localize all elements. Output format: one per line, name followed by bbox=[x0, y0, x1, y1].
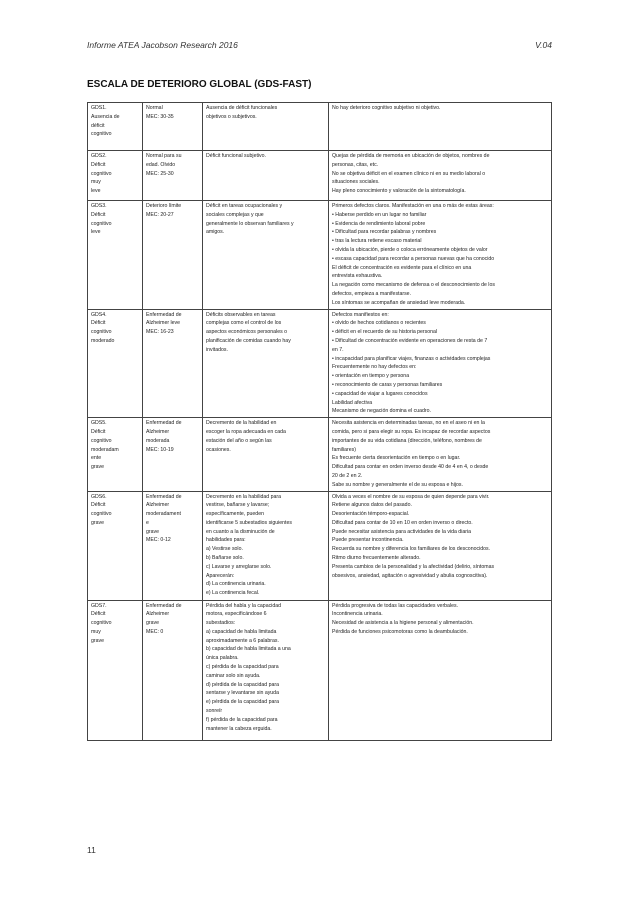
label-text-line: Alzheimer bbox=[146, 502, 170, 509]
features-text-line: a) capacidad de habla limitada bbox=[206, 628, 277, 635]
features-text-line: amigos. bbox=[206, 229, 225, 236]
features-text-line: habilidades para: bbox=[206, 537, 246, 544]
label-text-line: moderada bbox=[146, 437, 170, 444]
symptoms-text-line: Dificultad para contar en orden inverso desde 40 de 4 en 4, o desde bbox=[332, 464, 489, 471]
cell-symptoms bbox=[329, 103, 552, 151]
features-text-line: sentarse y levantarse sin ayuda bbox=[206, 690, 279, 697]
cell-stage bbox=[88, 103, 143, 151]
symptoms-text-line: Defectos manifiestos en: bbox=[332, 311, 389, 318]
features-text-line: mantener la cabeza erguida. bbox=[206, 725, 272, 732]
cell-label bbox=[143, 201, 203, 310]
symptoms-text-line: Pérdida de funciones psicomotoras como la deambulación. bbox=[332, 628, 468, 635]
symptoms-text-line: Frecuentemente no hay defectos en: bbox=[332, 364, 417, 371]
cell-label bbox=[143, 600, 203, 740]
symptoms-text-line: comida, pero si para elegir su ropa. Es incapaz de recordar aspectos bbox=[332, 428, 491, 435]
symptoms-text-line: Mecanismo de negación domina el cuadro. bbox=[332, 408, 431, 415]
stage-text-line: cognitivo bbox=[91, 437, 112, 444]
features-text-line: complejas como el control de los bbox=[206, 320, 282, 327]
stage-text-line: GDS5. bbox=[91, 420, 107, 427]
stage-text-line: ente bbox=[91, 455, 102, 462]
symptoms-text-line: No se objetiva déficit en el examen clínico ni en su medio laboral o bbox=[332, 170, 486, 177]
features-text-line: d) pérdida de la capacidad para bbox=[206, 681, 279, 688]
label-text-line: MEC: 0-12 bbox=[146, 537, 171, 544]
stage-text-line: déficit bbox=[91, 122, 105, 129]
features-text-line: motora, especificándose 6 bbox=[206, 611, 267, 618]
stage-text-line: leve bbox=[91, 188, 101, 195]
symptoms-text-line: Presenta cambios de la personalidad y la afectividad (delirio, síntomas bbox=[332, 563, 495, 570]
features-text-line: b) capacidad de habla limitada a una bbox=[206, 646, 291, 653]
features-text-line: aproximadamente a 6 palabras. bbox=[206, 637, 279, 644]
cell-stage bbox=[88, 600, 143, 740]
symptoms-text-line: Quejas de pérdida de memoria en ubicación de objetos, nombres de bbox=[332, 153, 490, 159]
table-row bbox=[88, 309, 552, 418]
label-text-line: MEC: 16-23 bbox=[146, 329, 174, 336]
table-row bbox=[88, 491, 552, 600]
symptoms-text-line: Necesidad de asistencia a la higiene personal y alimentación. bbox=[332, 620, 474, 627]
features-text-line: f) pérdida de la capacidad para bbox=[206, 716, 278, 723]
stage-text-line: cognitivo bbox=[91, 170, 112, 177]
label-text-line: Alzheimer bbox=[146, 611, 170, 618]
stage-text-line: leve bbox=[91, 229, 101, 236]
symptoms-text-line: Primeros defectos claros. Manifestación en una o más de estas áreas: bbox=[332, 203, 494, 209]
cell-symptoms bbox=[329, 201, 552, 310]
label-text-line: Enfermedad de bbox=[146, 311, 182, 318]
symptoms-text-line: • Haberse perdido en un lugar no familiar bbox=[332, 211, 427, 218]
symptoms-text-line: Puede presentar incontinencia. bbox=[332, 537, 404, 544]
features-text-line: c) Lavarse y arreglarse solo. bbox=[206, 563, 272, 570]
table-row bbox=[88, 151, 552, 201]
features-text-line: Pérdida del habla y la capacidad bbox=[206, 602, 281, 609]
table-row bbox=[88, 600, 552, 740]
label-text-line: edad. Olvido bbox=[146, 161, 176, 168]
stage-text-line: cognitivo bbox=[91, 620, 112, 627]
symptoms-text-line: La negación como mecanismo de defensa o el desconocimiento de los bbox=[332, 282, 495, 289]
features-text-line: e) La continencia fecal. bbox=[206, 590, 260, 597]
features-text-line: caminar solo sin ayuda. bbox=[206, 672, 261, 679]
features-text-line: sonreír bbox=[206, 708, 223, 715]
stage-text-line: Déficit bbox=[91, 428, 106, 435]
stage-text-line: GDS4. bbox=[91, 311, 107, 318]
features-text-line: e) pérdida de la capacidad para bbox=[206, 699, 279, 706]
symptoms-text-line: • olvido de hechos cotidianos o recientes bbox=[332, 320, 426, 327]
label-text-line: Enfermedad de bbox=[146, 420, 182, 427]
stage-text-line: grave bbox=[91, 464, 104, 471]
cell-features bbox=[203, 151, 329, 201]
symptoms-text-line: personas, citas, etc. bbox=[332, 161, 379, 168]
stage-text-line: GDS2. bbox=[91, 153, 107, 159]
features-text-line: estación del año o según las bbox=[206, 437, 272, 444]
stage-text-line: Ausencia de bbox=[91, 113, 120, 120]
cell-label bbox=[143, 309, 203, 418]
cell-stage bbox=[88, 201, 143, 310]
features-text-line: aspectos económicos personales o bbox=[206, 329, 288, 336]
symptoms-text-line: Pérdida progresiva de todas las capacidades verbales. bbox=[332, 602, 459, 609]
features-text-line: vestirse, bañarse y lavarse; bbox=[206, 502, 270, 509]
label-text-line: grave bbox=[146, 528, 159, 535]
symptoms-text-line: • tras la lectura retiene escaso material bbox=[332, 238, 422, 245]
symptoms-text-line: Puede necesitar asistencia para actividades de la vida diaria bbox=[332, 528, 471, 535]
features-text-line: d) La continencia urinaria. bbox=[206, 581, 266, 588]
stage-text-line: Déficit bbox=[91, 502, 106, 509]
label-text-line: MEC: 25-30 bbox=[146, 170, 174, 177]
features-text-line: generalmente lo observan familiares y bbox=[206, 220, 294, 227]
cell-symptoms bbox=[329, 600, 552, 740]
features-text-line: identificarse 5 subestadios siguientes bbox=[206, 519, 292, 526]
cell-stage bbox=[88, 491, 143, 600]
symptoms-text-line: 20 de 2 en 2. bbox=[332, 472, 363, 479]
stage-text-line: Déficit bbox=[91, 611, 106, 618]
features-text-line: Aparecerán: bbox=[206, 572, 235, 579]
stage-text-line: cognitivo bbox=[91, 220, 112, 227]
features-text-line: Déficit funcional subjetivo. bbox=[206, 153, 266, 159]
features-text-line: c) pérdida de la capacidad para bbox=[206, 664, 279, 671]
features-text-line: sociales complejas y que bbox=[206, 211, 264, 218]
label-text-line: MEC: 30-35 bbox=[146, 113, 174, 120]
cell-symptoms bbox=[329, 151, 552, 201]
symptoms-text-line: Los síntomas se acompañan de ansiedad leve moderada. bbox=[332, 299, 466, 306]
stage-text-line: Déficit bbox=[91, 211, 106, 218]
cell-label bbox=[143, 418, 203, 491]
document-title: ESCALA DE DETERIORO GLOBAL (GDS-FAST) bbox=[87, 79, 312, 90]
cell-features bbox=[203, 309, 329, 418]
cell-features bbox=[203, 201, 329, 310]
features-text-line: específicamente, pueden bbox=[206, 511, 264, 518]
cell-features bbox=[203, 600, 329, 740]
label-text-line: moderadament bbox=[146, 511, 181, 518]
features-text-line: subestadios: bbox=[206, 620, 236, 627]
label-text-line: Deterioro límite bbox=[146, 203, 182, 209]
cell-stage bbox=[88, 151, 143, 201]
cell-symptoms bbox=[329, 309, 552, 418]
label-text-line: Normal para su bbox=[146, 153, 182, 159]
symptoms-text-line: entrevista exhaustiva. bbox=[332, 273, 383, 280]
symptoms-text-line: Necesita asistencia en determinadas tareas, no en el aseo ni en la bbox=[332, 420, 485, 427]
cell-label bbox=[143, 103, 203, 151]
label-text-line: e bbox=[146, 519, 149, 526]
features-text-line: ocasiones. bbox=[206, 446, 231, 453]
label-text-line: grave bbox=[146, 620, 159, 627]
stage-text-line: muy bbox=[91, 179, 101, 186]
table-row bbox=[88, 103, 552, 151]
cell-features bbox=[203, 491, 329, 600]
features-text-line: Déficit en tareas ocupacionales y bbox=[206, 203, 283, 209]
stage-text-line: moderado bbox=[91, 337, 115, 344]
table-row bbox=[88, 201, 552, 310]
symptoms-text-line: • orientación en tiempo y persona bbox=[332, 373, 410, 380]
symptoms-text-line: • Dificultad de concentración evidente en operaciones de resta de 7 bbox=[332, 337, 488, 344]
symptoms-text-line: obsesivos, ansiedad, agitación o agresividad y abulia cognoscitiva). bbox=[332, 572, 488, 579]
features-text-line: invitados. bbox=[206, 346, 228, 353]
cell-stage bbox=[88, 418, 143, 491]
symptoms-text-line: Dificultad para contar de 10 en 10 en orden inverso o directo. bbox=[332, 519, 473, 526]
symptoms-text-line: Labilidad afectiva bbox=[332, 399, 373, 406]
symptoms-text-line: • Dificultad para recordar palabras y nombres bbox=[332, 229, 437, 236]
stage-text-line: cognitivo bbox=[91, 511, 112, 518]
stage-text-line: muy bbox=[91, 628, 101, 635]
symptoms-text-line: Retiene algunos datos del pasado. bbox=[332, 502, 412, 509]
symptoms-text-line: • escasa capacidad para recordar a personas nuevas que ha conocido bbox=[332, 255, 495, 262]
features-text-line: en cuanto a la disminución de bbox=[206, 528, 275, 535]
label-text-line: Alzheimer bbox=[146, 428, 170, 435]
cell-label bbox=[143, 151, 203, 201]
symptoms-text-line: • reconocimiento de caras y personas familiares bbox=[332, 381, 443, 388]
gds-fast-table bbox=[87, 102, 552, 741]
stage-text-line: GDS7. bbox=[91, 602, 107, 609]
symptoms-text-line: familiares) bbox=[332, 446, 356, 453]
symptoms-text-line: importantes de su vida cotidiana (dirección, teléfono, nombres de bbox=[332, 437, 482, 444]
symptoms-text-line: El déficit de concentración es evidente para el clínico en una bbox=[332, 264, 472, 271]
label-text-line: MEC: 20-27 bbox=[146, 211, 174, 218]
features-text-line: escoger la ropa adecuada en cada bbox=[206, 428, 286, 435]
symptoms-text-line: Desorientación témporo-espacial. bbox=[332, 511, 410, 518]
label-text-line: Enfermedad de bbox=[146, 493, 182, 500]
features-text-line: planificación de comidas cuando hay bbox=[206, 337, 291, 344]
stage-text-line: Déficit bbox=[91, 320, 106, 327]
label-text-line: Alzheimer leve bbox=[146, 320, 181, 327]
symptoms-text-line: • olvida la ubicación, pierde o coloca erróneamente objetos de valor bbox=[332, 246, 488, 253]
symptoms-text-line: situaciones sociales. bbox=[332, 179, 380, 186]
label-text-line: Enfermedad de bbox=[146, 602, 182, 609]
table-row bbox=[88, 418, 552, 491]
cell-features bbox=[203, 103, 329, 151]
features-text-line: Ausencia de déficit funcionales bbox=[206, 105, 278, 111]
features-text-line: Decremento de la habilidad en bbox=[206, 420, 277, 427]
symptoms-text-line: Hay pleno conocimiento y valoración de la sintomatología. bbox=[332, 188, 466, 195]
features-text-line: objetivos o subjetivos. bbox=[206, 113, 257, 120]
symptoms-text-line: • incapacidad para planificar viajes, finanzas o actividades complejas bbox=[332, 355, 491, 362]
symptoms-text-line: No hay deterioro cognitivo subjetivo ni objetivo. bbox=[332, 105, 441, 111]
symptoms-text-line: • déficit en el recuerdo de su historia personal bbox=[332, 329, 438, 336]
stage-text-line: GDS6. bbox=[91, 493, 107, 500]
features-text-line: Déficits observables en tareas bbox=[206, 311, 276, 318]
header-title: Informe ATEA Jacobson Research 2016 bbox=[87, 40, 238, 50]
stage-text-line: Déficit bbox=[91, 161, 106, 168]
cell-label bbox=[143, 491, 203, 600]
cell-symptoms bbox=[329, 418, 552, 491]
features-text-line: a) Vestirse solo. bbox=[206, 546, 243, 553]
symptoms-text-line: Olvida a veces el nombre de su esposa de quien depende para vivir. bbox=[332, 493, 490, 500]
stage-text-line: cognitivo bbox=[91, 131, 112, 138]
label-text-line: Normal bbox=[146, 105, 163, 111]
stage-text-line: GDS1. bbox=[91, 105, 107, 111]
symptoms-text-line: Sabe su nombre y generalmente el de su esposa e hijos. bbox=[332, 481, 463, 488]
symptoms-text-line: Recuerda su nombre y diferencia los familiares de los desconocidos. bbox=[332, 546, 491, 553]
page-number: 11 bbox=[87, 845, 96, 855]
label-text-line: MEC: 0 bbox=[146, 628, 164, 635]
stage-text-line: GDS3. bbox=[91, 203, 107, 209]
cell-symptoms bbox=[329, 491, 552, 600]
symptoms-text-line: en 7. bbox=[332, 346, 344, 353]
cell-features bbox=[203, 418, 329, 491]
label-text-line: MEC: 10-19 bbox=[146, 446, 174, 453]
features-text-line: Decremento en la habilidad para bbox=[206, 493, 281, 500]
stage-text-line: cognitivo bbox=[91, 329, 112, 336]
symptoms-text-line: Es frecuente cierta desorientación en tiempo o en lugar. bbox=[332, 455, 461, 462]
stage-text-line: grave bbox=[91, 519, 104, 526]
features-text-line: b) Bañarse solo. bbox=[206, 555, 244, 562]
symptoms-text-line: Incontinencia urinaria. bbox=[332, 611, 383, 618]
symptoms-text-line: • capacidad de viajar a lugares conocidos bbox=[332, 390, 428, 397]
symptoms-text-line: Ritmo diurno frecuentemente alterado. bbox=[332, 555, 421, 562]
features-text-line: única palabra. bbox=[206, 655, 239, 662]
cell-stage bbox=[88, 309, 143, 418]
stage-text-line: grave bbox=[91, 637, 104, 644]
symptoms-text-line: defectos, empieza a manifestarse. bbox=[332, 290, 412, 297]
symptoms-text-line: • Evidencia de rendimiento laboral pobre bbox=[332, 220, 426, 227]
header-version: V.04 bbox=[535, 40, 552, 50]
stage-text-line: moderadam bbox=[91, 446, 119, 453]
